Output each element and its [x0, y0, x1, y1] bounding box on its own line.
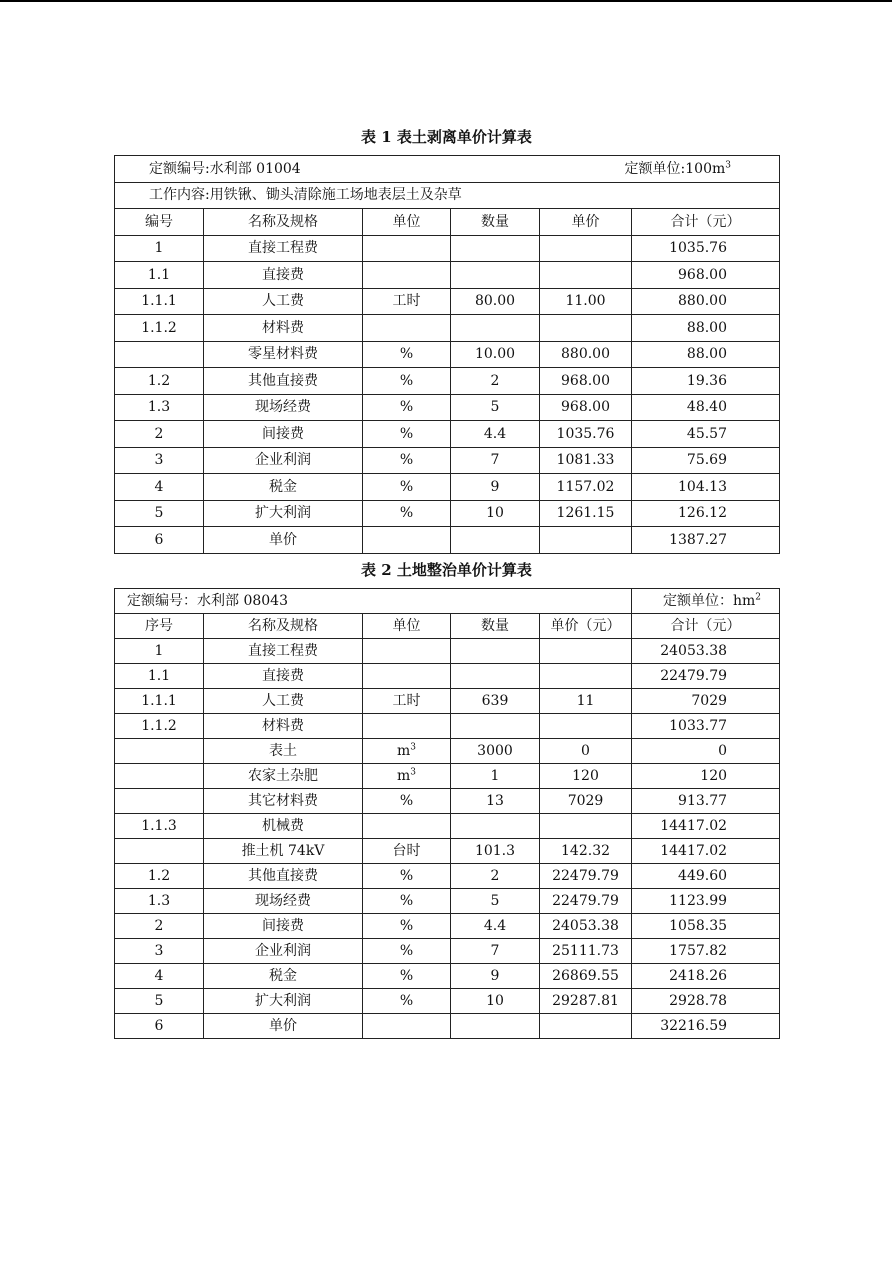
table2-cell-name: 税金 — [204, 964, 363, 989]
table2-cell-qty — [451, 1014, 540, 1039]
table1-header-cell: 名称及规格 — [204, 209, 363, 236]
table2-cell-no — [115, 739, 204, 764]
table1-cell-no: 1.3 — [115, 394, 204, 421]
table2-cell-unit — [363, 1014, 451, 1039]
table2-cell-name: 间接费 — [204, 914, 363, 939]
table2-cell-no: 1.1.1 — [115, 689, 204, 714]
table2-cell-no: 5 — [115, 989, 204, 1014]
table1-cell-total: 126.12 — [632, 500, 780, 527]
table2-cell-name: 其他直接费 — [204, 864, 363, 889]
table2-row — [115, 764, 780, 789]
table2-cell-qty — [451, 714, 540, 739]
table1-cell-unit: % — [363, 341, 451, 368]
page-top-border — [0, 0, 892, 2]
table2-row — [115, 864, 780, 889]
table2-cell-qty: 639 — [451, 689, 540, 714]
table2-cell-name: 单价 — [204, 1014, 363, 1039]
table2-cell-price: 29287.81 — [540, 989, 632, 1014]
table1-cell-qty: 5 — [451, 394, 540, 421]
table1-cell-price: 1157.02 — [540, 474, 632, 501]
table2-quota-no: 定额编号：水利部 08043 — [115, 589, 632, 614]
table2-cell-qty: 10 — [451, 989, 540, 1014]
table2-cell-total: 120 — [632, 764, 780, 789]
table1-cell-no — [115, 341, 204, 368]
table2-cell-qty — [451, 664, 540, 689]
table2-row — [115, 839, 780, 864]
table2-cell-no — [115, 789, 204, 814]
table1-cell-unit: % — [363, 394, 451, 421]
table2-cell-name: 农家土杂肥 — [204, 764, 363, 789]
table2-header-cell: 单位 — [363, 614, 451, 639]
table2-cell-price: 22479.79 — [540, 864, 632, 889]
table2-cell-no: 1.1.2 — [115, 714, 204, 739]
table1-cell-unit — [363, 262, 451, 289]
table1-cell-name: 扩大利润 — [204, 500, 363, 527]
table2-cell-price — [540, 1014, 632, 1039]
table2-cell-no: 1.2 — [115, 864, 204, 889]
table1-cell-no: 1.2 — [115, 368, 204, 395]
table2-header-cell: 单价（元） — [540, 614, 632, 639]
table2-cell-name: 现场经费 — [204, 889, 363, 914]
table2-cell-qty: 9 — [451, 964, 540, 989]
table2-cell-price: 11 — [540, 689, 632, 714]
table1-cell-qty: 7 — [451, 447, 540, 474]
table2-cell-name: 人工费 — [204, 689, 363, 714]
table1-cell-name: 其他直接费 — [204, 368, 363, 395]
table2-row — [115, 789, 780, 814]
table2-cell-unit: % — [363, 989, 451, 1014]
table2-cell-unit: % — [363, 789, 451, 814]
table2-cell-total: 0 — [632, 739, 780, 764]
table2-cell-unit — [363, 639, 451, 664]
table2-row — [115, 664, 780, 689]
table2-cell-price — [540, 814, 632, 839]
table1-quota-no: 定额编号:水利部 01004 — [149, 160, 301, 177]
table2-row — [115, 964, 780, 989]
table2-cell-no — [115, 839, 204, 864]
table2-cell-price: 22479.79 — [540, 889, 632, 914]
table2-cell-qty: 2 — [451, 864, 540, 889]
table1-cell-total: 104.13 — [632, 474, 780, 501]
table2-row — [115, 639, 780, 664]
table2-cell-total: 1033.77 — [632, 714, 780, 739]
table1-cell-name: 直接费 — [204, 262, 363, 289]
table1-cell-name: 税金 — [204, 474, 363, 501]
table1-cell-qty — [451, 262, 540, 289]
table1-cell-price — [540, 527, 632, 554]
table1-cell-no: 1 — [115, 235, 204, 262]
table1-cell-total: 75.69 — [632, 447, 780, 474]
table1-cell-price: 968.00 — [540, 394, 632, 421]
table2-cell-total: 24053.38 — [632, 639, 780, 664]
table1-cell-unit: % — [363, 474, 451, 501]
table1-cell-unit: % — [363, 421, 451, 448]
table1-cell-price: 1081.33 — [540, 447, 632, 474]
table1-cell-total: 88.00 — [632, 315, 780, 342]
table1-cell-price: 1261.15 — [540, 500, 632, 527]
table1-row — [115, 368, 780, 395]
table1-cell-name: 人工费 — [204, 288, 363, 315]
table2-cell-name: 企业利润 — [204, 939, 363, 964]
table2-cell-name: 表土 — [204, 739, 363, 764]
table1-row — [115, 235, 780, 262]
table2-cell-total: 14417.02 — [632, 814, 780, 839]
table1-cell-no: 3 — [115, 447, 204, 474]
table1-cell-qty — [451, 527, 540, 554]
table2-row — [115, 889, 780, 914]
table1-cell-no: 6 — [115, 527, 204, 554]
table1-row — [115, 474, 780, 501]
table1-header-cell: 单价 — [540, 209, 632, 236]
table2-cell-unit: % — [363, 964, 451, 989]
table1-cell-no: 2 — [115, 421, 204, 448]
table1-cell-unit: % — [363, 500, 451, 527]
table1-row — [115, 421, 780, 448]
table2-header-row — [115, 614, 780, 639]
table2-cell-price: 120 — [540, 764, 632, 789]
table2-quota-unit: 定额单位：$hm^2$ — [632, 589, 780, 614]
table1-cell-name: 单价 — [204, 527, 363, 554]
table2-cell-unit: % — [363, 864, 451, 889]
table1-cell-qty: 9 — [451, 474, 540, 501]
table2-cell-unit: 工时 — [363, 689, 451, 714]
table2-cell-total: 22479.79 — [632, 664, 780, 689]
table2-cell-price — [540, 639, 632, 664]
table1-cell-name: 直接工程费 — [204, 235, 363, 262]
table2-cell-unit — [363, 814, 451, 839]
table2-row — [115, 1014, 780, 1039]
table1-cell-unit: 工时 — [363, 288, 451, 315]
table2-cell-qty: 13 — [451, 789, 540, 814]
table1-quota-unit: 定额单位$:100m^3$ — [624, 160, 731, 177]
table1-cell-unit — [363, 527, 451, 554]
table1-cell-name: 企业利润 — [204, 447, 363, 474]
table1-cell-no: 5 — [115, 500, 204, 527]
table1-row — [115, 288, 780, 315]
table1-cell-qty — [451, 235, 540, 262]
table1-cell-qty: 10 — [451, 500, 540, 527]
table2-cell-qty — [451, 814, 540, 839]
table2-cell-no: 1 — [115, 639, 204, 664]
table2 — [114, 588, 780, 1039]
table1-work-content: 工作内容:用铁锹、锄头清除施工场地表层土及杂草 — [115, 182, 780, 209]
table1-cell-total: 19.36 — [632, 368, 780, 395]
table2-cell-name: 推土机 74kV — [204, 839, 363, 864]
table1-row — [115, 262, 780, 289]
table2-cell-unit — [363, 714, 451, 739]
table2-cell-name: 扩大利润 — [204, 989, 363, 1014]
table1-cell-name: 现场经费 — [204, 394, 363, 421]
table1-cell-name: 间接费 — [204, 421, 363, 448]
table2-cell-total: 2418.26 — [632, 964, 780, 989]
table2-cell-qty: 7 — [451, 939, 540, 964]
table2-cell-price: 24053.38 — [540, 914, 632, 939]
table1-row — [115, 394, 780, 421]
table2-cell-unit: % — [363, 914, 451, 939]
table1-work-content-row — [115, 182, 780, 209]
table1-cell-qty: 2 — [451, 368, 540, 395]
table1-row — [115, 315, 780, 342]
table2-cell-total: 7029 — [632, 689, 780, 714]
table1-cell-price — [540, 262, 632, 289]
table1-cell-total: 968.00 — [632, 262, 780, 289]
table1-cell-qty: 4.4 — [451, 421, 540, 448]
table2-cell-qty: 4.4 — [451, 914, 540, 939]
table1-header-cell: 编号 — [115, 209, 204, 236]
table2-cell-price — [540, 664, 632, 689]
table2-cell-price: 142.32 — [540, 839, 632, 864]
table2-cell-name: 直接费 — [204, 664, 363, 689]
table1-row — [115, 341, 780, 368]
table2-cell-name: 机械费 — [204, 814, 363, 839]
table1-cell-total: 880.00 — [632, 288, 780, 315]
table2-cell-qty: 1 — [451, 764, 540, 789]
table1-cell-price: 968.00 — [540, 368, 632, 395]
table2-cell-total: 1123.99 — [632, 889, 780, 914]
table2-header-cell: 合计（元） — [632, 614, 780, 639]
table1-header-cell: 单位 — [363, 209, 451, 236]
table2-cell-qty — [451, 639, 540, 664]
table1-cell-qty: 10.00 — [451, 341, 540, 368]
table2-cell-no: 6 — [115, 1014, 204, 1039]
table2-cell-total: 32216.59 — [632, 1014, 780, 1039]
table1-cell-price — [540, 315, 632, 342]
table1-header-row — [115, 209, 780, 236]
table2-cell-unit: 台时 — [363, 839, 451, 864]
table2-quota-row — [115, 589, 780, 614]
table2-header-cell: 数量 — [451, 614, 540, 639]
table2-row — [115, 689, 780, 714]
table1-header-cell: 合计（元） — [632, 209, 780, 236]
table1-row — [115, 447, 780, 474]
table2-cell-unit: $m^3$ — [363, 739, 451, 764]
table2-caption: 表 2 土地整治单价计算表 — [361, 561, 532, 579]
table2-cell-price: 7029 — [540, 789, 632, 814]
table1-cell-unit: % — [363, 368, 451, 395]
table2-cell-total: 913.77 — [632, 789, 780, 814]
table2-cell-price: 0 — [540, 739, 632, 764]
table1-cell-qty — [451, 315, 540, 342]
table2-cell-qty: 5 — [451, 889, 540, 914]
table2-cell-no: 1.1.3 — [115, 814, 204, 839]
table2-cell-price: 26869.55 — [540, 964, 632, 989]
table2-cell-total: 449.60 — [632, 864, 780, 889]
table2-header-cell: 序号 — [115, 614, 204, 639]
table2-cell-name: 其它材料费 — [204, 789, 363, 814]
table1-cell-no: 1.1 — [115, 262, 204, 289]
table2-cell-unit — [363, 664, 451, 689]
table2-cell-no: 3 — [115, 939, 204, 964]
table1-cell-no: 1.1.1 — [115, 288, 204, 315]
table2-cell-no: 1.1 — [115, 664, 204, 689]
table2-cell-total: 14417.02 — [632, 839, 780, 864]
table1-cell-total: 88.00 — [632, 341, 780, 368]
table1-cell-price: 11.00 — [540, 288, 632, 315]
table1-cell-total: 48.40 — [632, 394, 780, 421]
table1-cell-unit: % — [363, 447, 451, 474]
table2-cell-no — [115, 764, 204, 789]
table1-cell-total: 45.57 — [632, 421, 780, 448]
table2-row — [115, 714, 780, 739]
table2-cell-unit: % — [363, 939, 451, 964]
table1-cell-price — [540, 235, 632, 262]
table2-cell-no: 1.3 — [115, 889, 204, 914]
table1-cell-total: 1387.27 — [632, 527, 780, 554]
table1-row — [115, 527, 780, 554]
table2-cell-name: 材料费 — [204, 714, 363, 739]
table1-cell-price: 880.00 — [540, 341, 632, 368]
table2-cell-unit: $m^3$ — [363, 764, 451, 789]
table1-cell-qty: 80.00 — [451, 288, 540, 315]
table1-caption: 表 1 表土剥离单价计算表 — [361, 128, 532, 146]
table1-cell-price: 1035.76 — [540, 421, 632, 448]
table2-cell-no: 2 — [115, 914, 204, 939]
table2-row — [115, 989, 780, 1014]
table1-cell-unit — [363, 315, 451, 342]
table2-cell-name: 直接工程费 — [204, 639, 363, 664]
table2-row — [115, 914, 780, 939]
table2-cell-qty: 3000 — [451, 739, 540, 764]
table1-quota-row — [115, 156, 780, 183]
table2-cell-qty: 101.3 — [451, 839, 540, 864]
table1-row — [115, 500, 780, 527]
table1-cell-name: 材料费 — [204, 315, 363, 342]
table1-cell-name: 零星材料费 — [204, 341, 363, 368]
table2-row — [115, 739, 780, 764]
table1-header-cell: 数量 — [451, 209, 540, 236]
table2-cell-price — [540, 714, 632, 739]
table2-cell-price: 25111.73 — [540, 939, 632, 964]
table2-cell-total: 2928.78 — [632, 989, 780, 1014]
table2-row — [115, 939, 780, 964]
table2-cell-no: 4 — [115, 964, 204, 989]
table2-cell-unit: % — [363, 889, 451, 914]
table2-cell-total: 1058.35 — [632, 914, 780, 939]
table1-cell-total: 1035.76 — [632, 235, 780, 262]
table1-cell-no: 1.1.2 — [115, 315, 204, 342]
table1 — [114, 155, 780, 554]
table2-header-cell: 名称及规格 — [204, 614, 363, 639]
table1-cell-unit — [363, 235, 451, 262]
table2-cell-total: 1757.82 — [632, 939, 780, 964]
table1-cell-no: 4 — [115, 474, 204, 501]
table2-row — [115, 814, 780, 839]
